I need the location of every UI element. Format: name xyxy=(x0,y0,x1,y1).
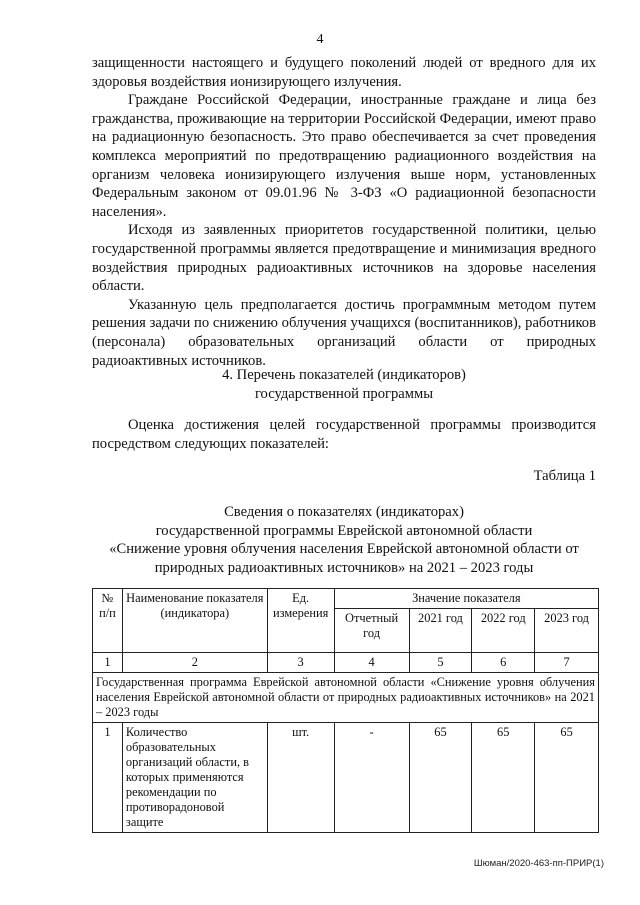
row-report-year: - xyxy=(334,723,409,833)
header-report-year: Отчетный год xyxy=(334,609,409,653)
row-num: 1 xyxy=(93,723,123,833)
paragraph-goal: Исходя из заявленных приоритетов государственной политики, целью государственной программы является предотвращение и минимизация вредного воздействия природных радиоактивных источников на здоровье населения области. xyxy=(92,222,596,295)
column-number: 6 xyxy=(472,653,535,673)
header-2021: 2021 год xyxy=(409,609,472,653)
header-2022: 2022 год xyxy=(472,609,535,653)
table-caption xyxy=(92,503,596,577)
header-num: № п/п xyxy=(93,589,123,653)
row-value-2023: 65 xyxy=(535,723,599,833)
header-value-group: Значение показателя xyxy=(334,589,598,609)
section-intro: Оценка достижения целей государственной программы производится посредством следующих показателей: xyxy=(92,417,596,452)
table-caption-line1: Сведения о показателях (индикаторах) xyxy=(224,504,464,520)
document-code: Шюман/2020-463-пп-ПРИР(1) xyxy=(473,858,604,869)
table-label: Таблица 1 xyxy=(533,468,596,484)
table-caption-line2: государственной программы Еврейской автономной области xyxy=(155,522,533,539)
header-name: Наименование показателя (индикатора) xyxy=(122,589,267,653)
indicators-table xyxy=(92,588,599,833)
paragraph-method: Указанную цель предполагается достичь программным методом путем решения задачи по снижению облучения учащихся (воспитанников), работников (персонала) образовательных организаций области от природных радиоактивных источников. xyxy=(92,296,596,369)
table-header-row xyxy=(93,589,599,609)
column-number: 3 xyxy=(267,653,334,673)
body-text xyxy=(92,54,596,370)
section-heading xyxy=(92,366,596,403)
page-number: 4 xyxy=(316,32,324,47)
header-unit: Ед. измерения xyxy=(267,589,334,653)
row-unit: шт. xyxy=(267,723,334,833)
program-title-cell: Государственная программа Еврейской автономной области «Снижение уровня облучения населения Еврейской автономной области от природных радиоактивных источников» на 2021 – 2023 годы xyxy=(93,673,599,723)
paragraph-rights: Граждане Российской Федерации, иностранные граждане и лица без гражданства, проживающие на территории Российской Федерации, имеют право на радиационную безопасность. Это право обеспечивается за счет проведения комплекса мероприятий по предотвращению радиационного воздействия на организм человека ионизирующего излучения выше норм, установленных Федеральным законом от 09.01.96 № 3-ФЗ «О радиационной безопасности населения». xyxy=(92,92,596,220)
header-2023: 2023 год xyxy=(535,609,599,653)
column-number: 7 xyxy=(535,653,599,673)
column-number-row xyxy=(93,653,599,673)
table-caption-line4: природных радиоактивных источников» на 2021 – 2023 годы xyxy=(154,559,534,576)
program-row xyxy=(93,673,599,723)
section-title-line1: 4. Перечень показателей (индикаторов) xyxy=(222,367,466,383)
column-number: 4 xyxy=(334,653,409,673)
section-title-line2: государственной программы xyxy=(254,385,434,402)
section-intro-block xyxy=(92,416,596,453)
table-row xyxy=(93,723,599,833)
column-number: 2 xyxy=(122,653,267,673)
paragraph-continuation: защищенности настоящего и будущего поколений людей от вредного для их здоровья воздействия ионизирующего излучения. xyxy=(92,55,596,90)
row-value-2021: 65 xyxy=(409,723,472,833)
row-value-2022: 65 xyxy=(472,723,535,833)
row-indicator-name: Количество образовательных организаций области, в которых применяются рекомендации по противорадоновой защите xyxy=(122,723,267,833)
column-number: 1 xyxy=(93,653,123,673)
table-caption-line3: «Снижение уровня облучения населения Еврейской автономной области от xyxy=(109,541,579,558)
column-number: 5 xyxy=(409,653,472,673)
